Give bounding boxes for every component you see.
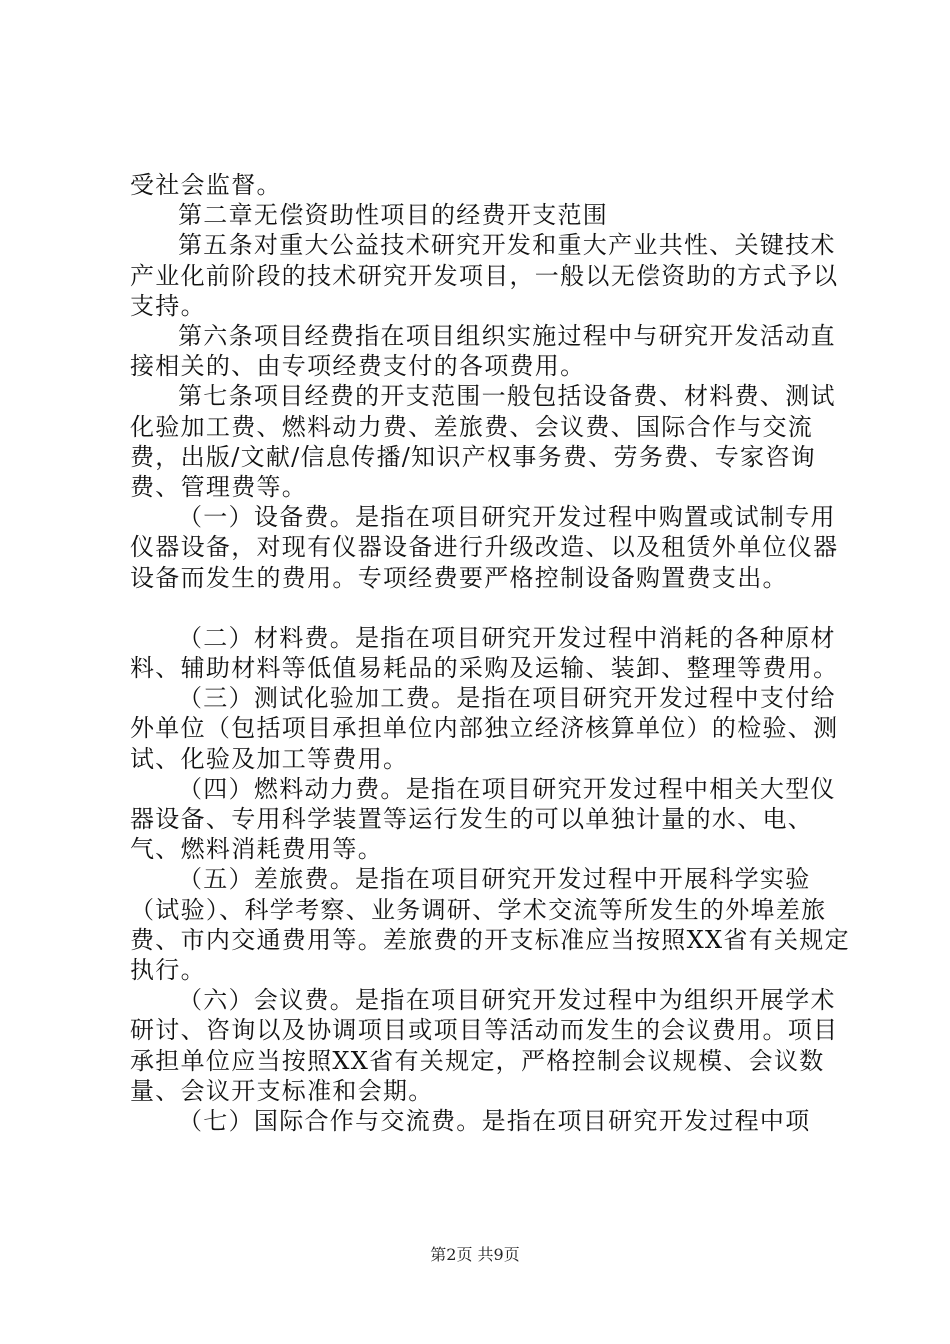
paragraph-gap	[130, 593, 850, 623]
paragraph-item-6: （六）会议费。是指在项目研究开发过程中为组织开展学术研讨、咨询以及协调项目或项目等活动而发生的会议费用。项目承担单位应当按照XX省有关规定，严格控制会议规模、会议数量、会议开支标准和会期。	[130, 986, 839, 1105]
paragraph-article-6: 第六条项目经费指在项目组织实施过程中与研究开发活动直接相关的、由专项经费支付的各项费用。	[130, 322, 836, 381]
page-number-footer: 第2页 共9页	[430, 1245, 520, 1264]
paragraph-item-7: （七）国际合作与交流费。是指在项目研究开发过程中项	[178, 1107, 811, 1136]
document-body	[130, 170, 850, 1136]
chapter-heading: 第二章无偿资助性项目的经费开支范围	[178, 201, 609, 230]
paragraph-continuation: 受社会监督。	[130, 171, 282, 199]
paragraph-article-5: 第五条对重大公益技术研究开发和重大产业共性、关键技术产业化前阶段的技术研究开发项目，一般以无偿资助的方式予以支持。	[130, 231, 839, 320]
paragraph-article-7: 第七条项目经费的开支范围一般包括设备费、材料费、测试化验加工费、燃料动力费、差旅费、会议费、国际合作与交流费，出版/文献/信息传播/知识产权事务费、劳务费、专家咨询费、管理费等。	[130, 382, 836, 502]
paragraph-item-4: （四）燃料动力费。是指在项目研究开发过程中相关大型仪器设备、专用科学装置等运行发生的可以单独计量的水、电、气、燃料消耗费用等。	[130, 774, 836, 864]
paragraph-item-3: （三）测试化验加工费。是指在项目研究开发过程中支付给外单位（包括项目承担单位内部独立经济核算单位）的检验、测试、化验及加工等费用。	[130, 684, 839, 773]
paragraph-item-2: （二）材料费。是指在项目研究开发过程中消耗的各种原材料、辅助材料等低值易耗品的采购及运输、装卸、整理等费用。	[130, 623, 839, 683]
paragraph-item-1: （一）设备费。是指在项目研究开发过程中购置或试制专用仪器设备，对现有仪器设备进行升级改造、以及租赁外单位仪器设备而发生的费用。专项经费要严格控制设备购置费支出。	[130, 503, 839, 592]
paragraph-item-5: （五）差旅费。是指在项目研究开发过程中开展科学实验（试验）、科学考察、业务调研、学术交流等所发生的外埠差旅费、市内交通费用等。差旅费的开支标准应当按照XX省有关规定执行。	[130, 865, 850, 985]
